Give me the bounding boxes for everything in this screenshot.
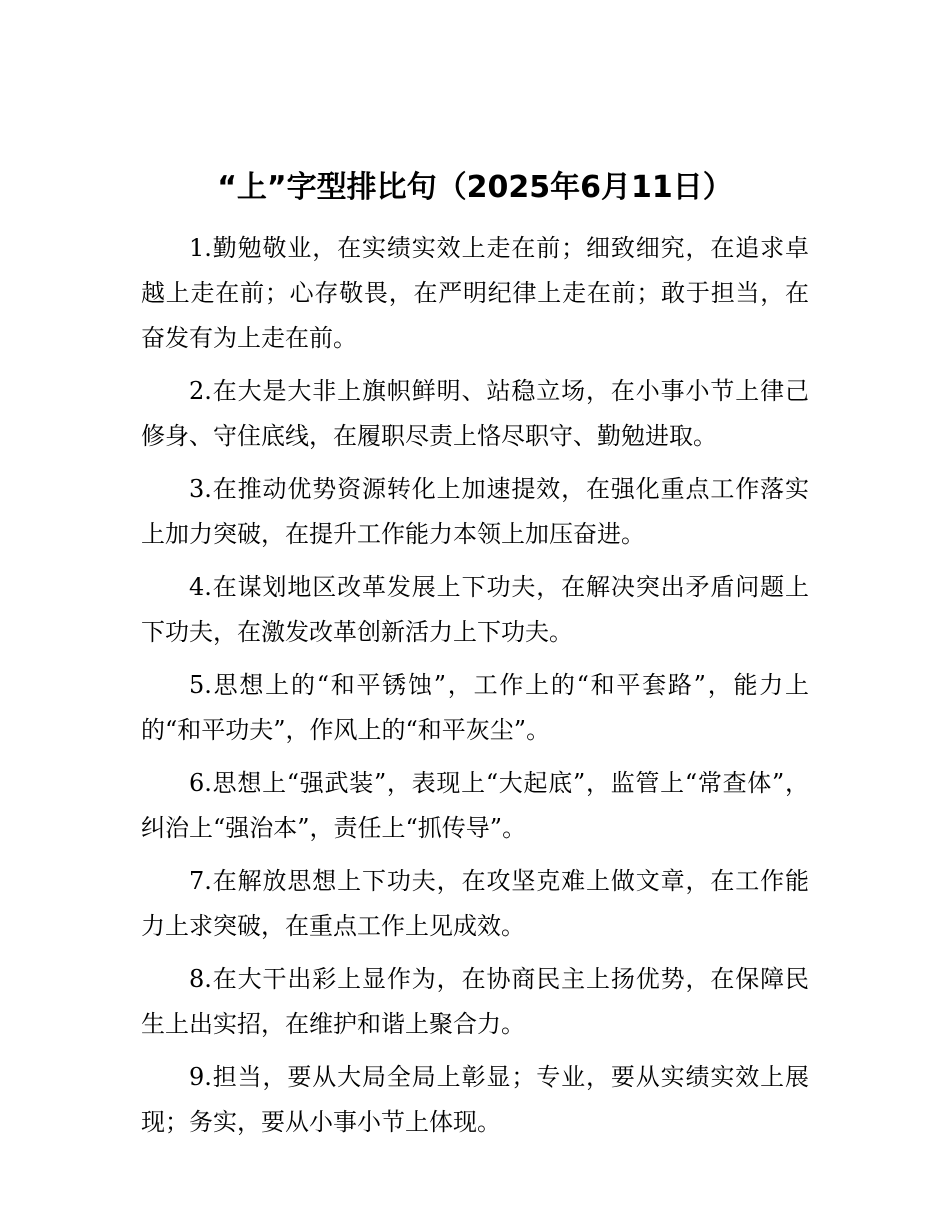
paragraph-1: 1.勤勉敬业，在实绩实效上走在前；细致细究，在追求卓越上走在前；心存敬畏，在严明纪律上走在前；敢于担当，在奋发有为上走在前。 xyxy=(141,234,809,352)
document-title: “上”字型排比句（2025年6月11日） xyxy=(217,170,733,205)
document-body xyxy=(141,226,809,1153)
paragraph-7: 7.在解放思想上下功夫，在攻坚克难上做文章，在工作能力上求突破，在重点工作上见成效。 xyxy=(141,867,809,940)
paragraph-4: 4.在谋划地区改革发展上下功夫，在解决突出矛盾问题上下功夫，在激发改革创新活力上下功夫。 xyxy=(141,573,809,646)
paragraph-2: 2.在大是大非上旗帜鲜明、站稳立场，在小事小节上律己修身、守住底线，在履职尽责上恪尽职守、勤勉进取。 xyxy=(141,377,809,450)
paragraph-8: 8.在大干出彩上显作为，在协商民主上扬优势，在保障民生上出实招，在维护和谐上聚合力。 xyxy=(141,965,809,1038)
paragraph-3: 3.在推动优势资源转化上加速提效，在强化重点工作落实上加力突破，在提升工作能力本领上加压奋进。 xyxy=(141,475,809,548)
paragraph-6: 6.思想上“强武装”，表现上“大起底”，监管上“常查体”，纠治上“强治本”，责任上“抓传导”。 xyxy=(141,769,809,842)
paragraph-5: 5.思想上的“和平锈蚀”，工作上的“和平套路”，能力上的“和平功夫”，作风上的“和平灰尘”。 xyxy=(141,671,809,744)
paragraph-9: 9.担当，要从大局全局上彰显；专业，要从实绩实效上展现；务实，要从小事小节上体现。 xyxy=(141,1063,809,1136)
